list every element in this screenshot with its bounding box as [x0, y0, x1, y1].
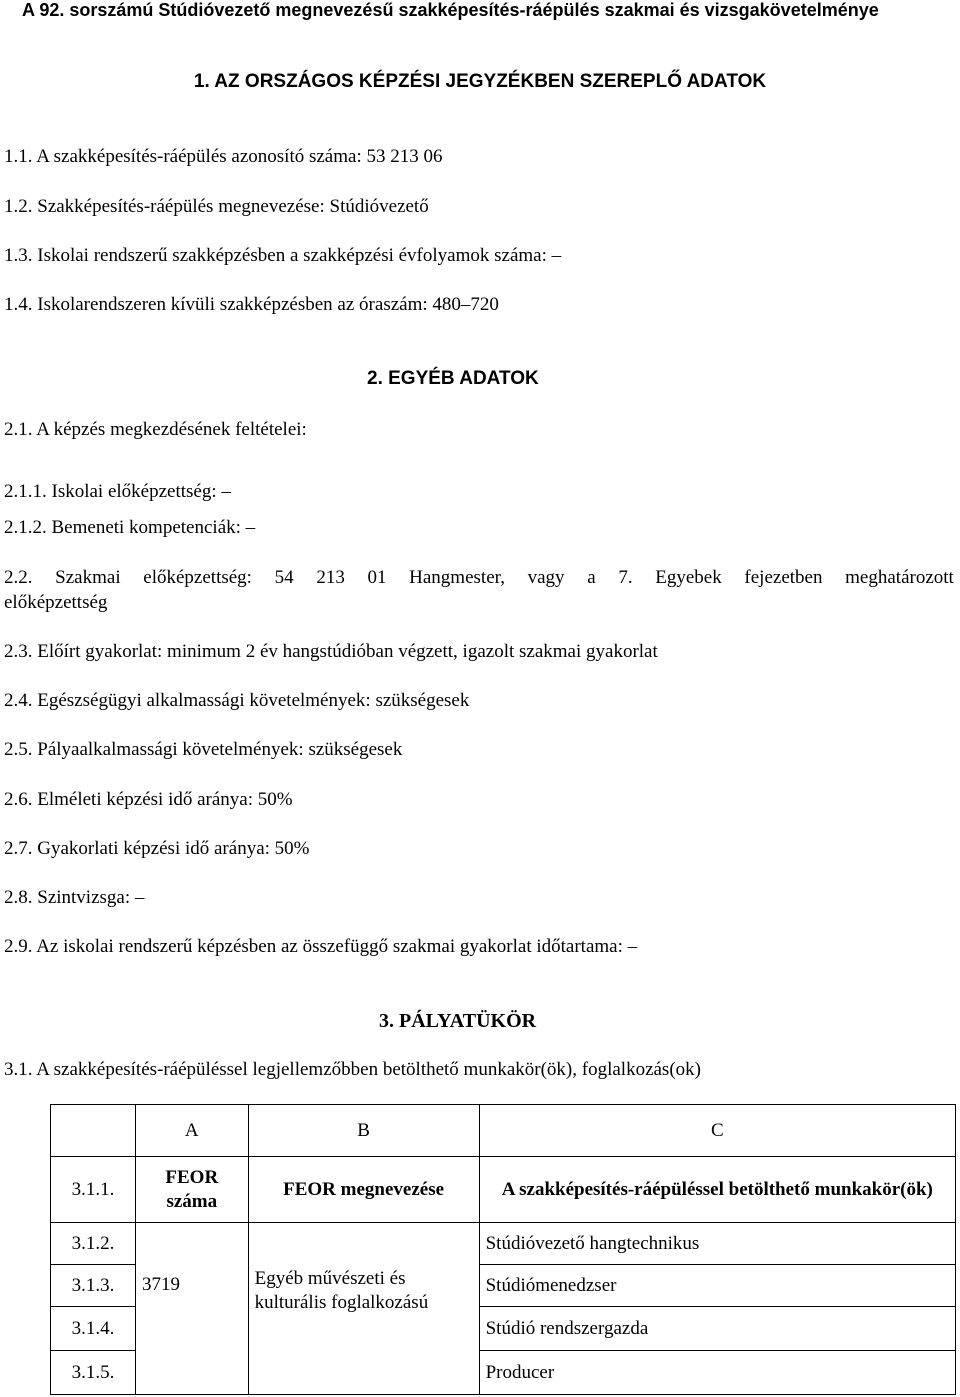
- feor-code-cell: 3719: [136, 1223, 249, 1395]
- item-3-1: 3.1. A szakképesítés-ráépüléssel legjellemzőbben betölthető munkakör(ök), foglalkozás(ok): [4, 1059, 701, 1080]
- column-b-label: B: [248, 1105, 479, 1157]
- item-2-2-word: Hangmester,: [409, 567, 505, 588]
- item-2-2-line: [4, 566, 954, 590]
- row-number: 3.1.3.: [51, 1265, 136, 1307]
- row-number: 3.1.5.: [51, 1351, 136, 1395]
- item-2-9: 2.9. Az iskolai rendszerű képzésben az összefüggő szakmai gyakorlat időtartama: –: [4, 936, 638, 957]
- occupation-table: [50, 1104, 956, 1395]
- table-cell-empty: [51, 1105, 136, 1157]
- item-2-8: 2.8. Szintvizsga: –: [4, 887, 145, 908]
- row-number: 3.1.1.: [51, 1157, 136, 1223]
- item-2-2-word: 7.: [618, 567, 633, 588]
- item-2-2-word: Egyebek: [655, 567, 722, 588]
- item-1-3: 1.3. Iskolai rendszerű szakképzésben a szakképzési évfolyamok száma: –: [4, 245, 562, 266]
- item-2-2-word: vagy: [527, 567, 565, 588]
- feor-code-header: FEOR száma: [136, 1157, 249, 1223]
- table-header-row: [51, 1157, 956, 1223]
- item-2-2-word: 213: [316, 567, 345, 588]
- table-row: [51, 1223, 956, 1265]
- item-2-2-word: a: [587, 567, 596, 588]
- item-2-1: 2.1. A képzés megkezdésének feltételei:: [4, 419, 307, 440]
- row-number: 3.1.2.: [51, 1223, 136, 1265]
- job-cell: Producer: [479, 1351, 955, 1395]
- job-cell: Stúdió rendszergazda: [479, 1307, 955, 1351]
- item-2-2-continuation: előképzettség: [4, 592, 108, 613]
- item-2-2-word: 01: [367, 567, 387, 588]
- item-2-6: 2.6. Elméleti képzési idő aránya: 50%: [4, 789, 293, 810]
- item-2-1-1: 2.1.1. Iskolai előképzettség: –: [4, 481, 231, 502]
- item-2-2-word: előképzettség:: [143, 567, 252, 588]
- feor-name-cell: Egyéb művészeti és kulturális foglalkozású: [248, 1223, 479, 1395]
- item-2-2-word: Szakmai: [55, 567, 121, 588]
- item-2-2-word: meghatározott: [845, 567, 954, 588]
- item-2-2-word: 54: [274, 567, 294, 588]
- job-cell: Stúdiómenedzser: [479, 1265, 955, 1307]
- item-2-1-2: 2.1.2. Bemeneti kompetenciák: –: [4, 517, 256, 538]
- item-2-5: 2.5. Pályaalkalmassági követelmények: szükségesek: [4, 739, 403, 760]
- item-2-3: 2.3. Előírt gyakorlat: minimum 2 év hangstúdióban végzett, igazolt szakmai gyakorlat: [4, 641, 658, 662]
- feor-name-header: FEOR megnevezése: [248, 1157, 479, 1223]
- jobs-header: A szakképesítés-ráépüléssel betölthető munkakör(ök): [479, 1157, 955, 1223]
- item-2-2-word: 2.2.: [4, 567, 33, 588]
- row-number: 3.1.4.: [51, 1307, 136, 1351]
- section-1-heading: 1. AZ ORSZÁGOS KÉPZÉSI JEGYZÉKBEN SZEREPLŐ ADATOK: [193, 71, 767, 92]
- job-cell: Stúdióvezető hangtechnikus: [479, 1223, 955, 1265]
- column-c-label: C: [479, 1105, 955, 1157]
- table-letter-row: [51, 1105, 956, 1157]
- section-3-heading: 3. PÁLYATÜKÖR: [379, 1010, 537, 1032]
- item-2-2-word: fejezetben: [744, 567, 823, 588]
- column-a-label: A: [136, 1105, 249, 1157]
- section-2-heading: 2. EGYÉB ADATOK: [367, 368, 539, 389]
- item-2-4: 2.4. Egészségügyi alkalmassági követelmények: szükségesek: [4, 690, 470, 711]
- item-1-2: 1.2. Szakképesítés-ráépülés megnevezése: Stúdióvezető: [4, 196, 429, 217]
- item-1-1: 1.1. A szakképesítés-ráépülés azonosító száma: 53 213 06: [4, 146, 443, 167]
- document-title: A 92. sorszámú Stúdióvezető megnevezésű szakképesítés-ráépülés szakmai és vizsgakövetelménye: [22, 0, 879, 20]
- item-1-4: 1.4. Iskolarendszeren kívüli szakképzésben az óraszám: 480–720: [4, 294, 499, 315]
- item-2-7: 2.7. Gyakorlati képzési idő aránya: 50%: [4, 838, 310, 859]
